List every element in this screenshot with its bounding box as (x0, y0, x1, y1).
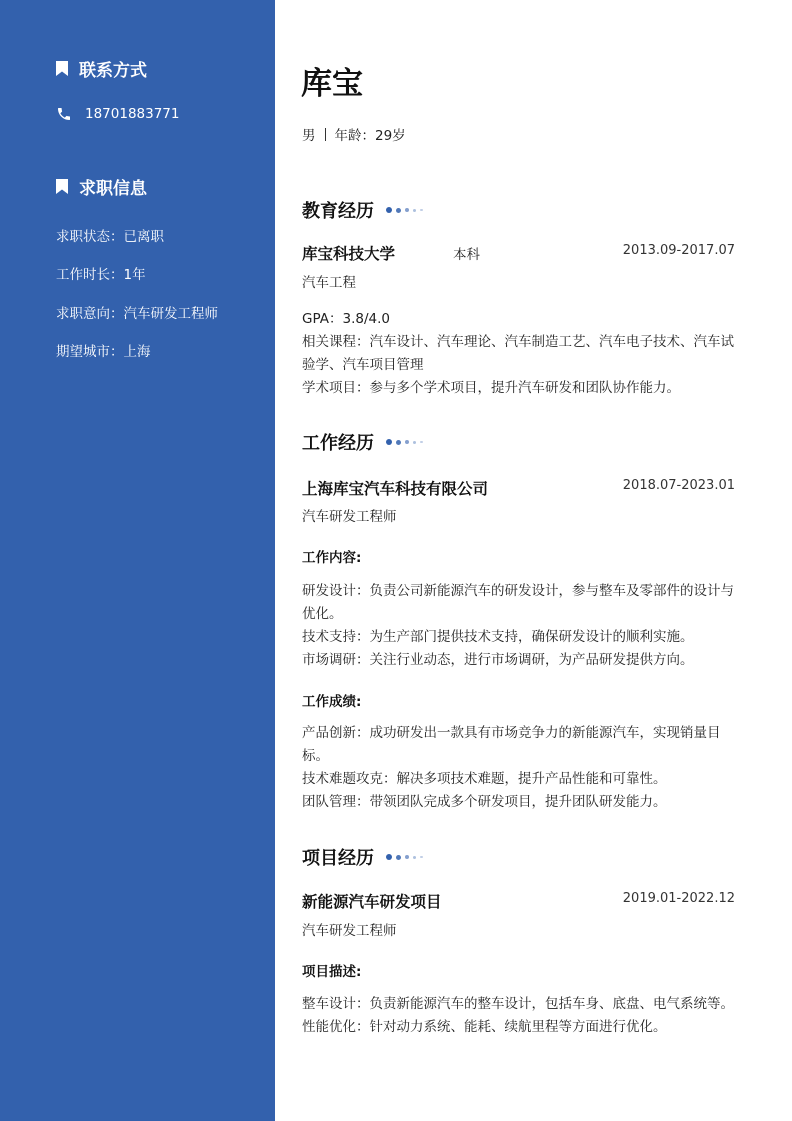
project-desc-line: 性能优化：针对动力系统、能耗、续航里程等方面进行优化。 (302, 1019, 667, 1035)
work-content-line: 市场调研：关注行业动态，进行市场调研，为产品研发提供方向。 (302, 652, 694, 668)
project-name: 新能源汽车研发项目 (302, 893, 442, 911)
divider (325, 128, 326, 141)
project-description (302, 993, 738, 1039)
achievement-line: 产品创新：成功研发出一款具有市场竞争力的新能源汽车，实现销量目标。 (302, 725, 721, 764)
gender: 男 (302, 128, 316, 144)
work-content-line: 研发设计：负责公司新能源汽车的研发设计，参与整车及零部件的设计与优化。 (302, 583, 734, 622)
work-section-header (302, 429, 427, 455)
achievement-line: 团队管理：带领团队完成多个研发项目，提升团队研发能力。 (302, 794, 667, 810)
work-content-line: 技术支持：为生产部门提供技术支持，确保研发设计的顺利实施。 (302, 629, 694, 645)
project-role: 汽车研发工程师 (302, 923, 397, 939)
academic-line: 学术项目：参与多个学术项目，提升汽车研发和团队协作能力。 (302, 380, 680, 396)
education-date: 2013.09-2017.07 (622, 243, 735, 258)
work-content (302, 580, 738, 672)
degree: 本科 (453, 247, 480, 263)
job-status: 求职状态：已离职 (56, 229, 164, 245)
project-desc-line: 整车设计：负责新能源汽车的整车设计，包括车身、底盘、电气系统等。 (302, 996, 734, 1012)
gpa-line: GPA：3.8/4.0 (302, 311, 390, 327)
education-section-title: 教育经历 (302, 201, 374, 222)
major: 汽车工程 (302, 275, 356, 291)
work-section-title: 工作经历 (302, 433, 374, 454)
work-date: 2018.07-2023.01 (622, 478, 735, 493)
dots-decoration-icon (386, 207, 427, 213)
project-date: 2019.01-2022.12 (622, 891, 735, 906)
work-achievement-label: 工作成绩: (302, 694, 362, 710)
courses-line: 相关课程：汽车设计、汽车理论、汽车制造工艺、汽车电子技术、汽车试验学、汽车项目管理 (302, 334, 734, 373)
project-desc-label: 项目描述: (302, 964, 362, 980)
candidate-name: 库宝 (301, 66, 363, 102)
work-role: 汽车研发工程师 (302, 509, 397, 525)
phone-number: 18701883771 (85, 106, 180, 122)
dots-decoration-icon (386, 439, 427, 445)
school-name: 库宝科技大学 (302, 245, 396, 263)
company-name: 上海库宝汽车科技有限公司 (302, 480, 489, 498)
education-section-header (302, 197, 427, 223)
expected-city: 期望城市：上海 (56, 344, 151, 360)
work-duration: 工作时长：1年 (56, 267, 146, 283)
project-section-header (302, 844, 427, 870)
age: 年龄：29岁 (334, 128, 406, 144)
work-content-label: 工作内容: (302, 550, 362, 566)
education-details (302, 308, 738, 400)
basic-info (302, 124, 406, 144)
job-intention: 求职意向：汽车研发工程师 (56, 306, 218, 322)
work-achievements (302, 722, 738, 814)
contact-section-title: 联系方式 (79, 61, 147, 81)
achievement-line: 技术难题攻克：解决多项技术难题，提升产品性能和可靠性。 (302, 771, 667, 787)
job-info-section-title: 求职信息 (79, 179, 147, 199)
project-section-title: 项目经历 (302, 848, 374, 869)
dots-decoration-icon (386, 854, 427, 860)
